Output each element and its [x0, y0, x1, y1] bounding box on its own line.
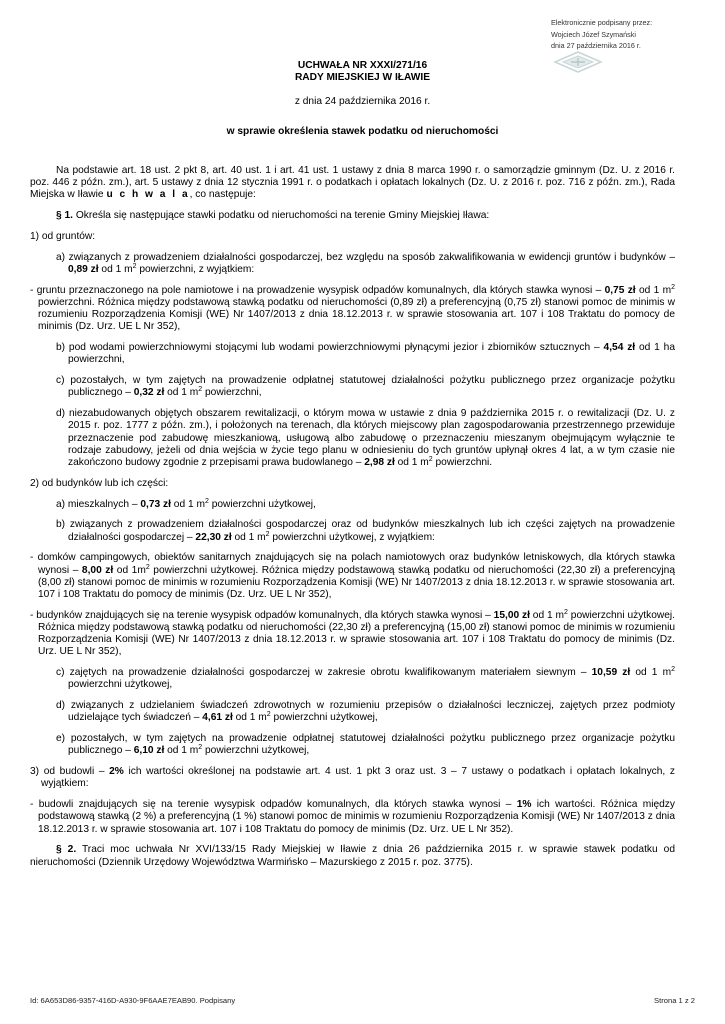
item-3-exception: - budowli znajdujących się na terenie wysypisk odpadów komunalnych, dla których stawka wynosi – 1% ich wartości. Różnica między podstawową stawką (2 %) a preferencyjną (1 %) stanowi pomoc de minimis w rozumieniu Rozporządzenia Komisji (WE) Nr 1407/2013 z dnia 18.12.2013 r. w sprawie stosowania art. 107 i 108 Traktatu do pomocy de minimis (Dz. Urz. UE L Nr 352). — [30, 799, 675, 835]
item-1b: b) pod wodami powierzchniowymi stojącymi lub wodami powierzchniowymi płynącymi jezior i zbiorników sztucznych – 4,54 zł od 1 ha powierzchni, — [56, 342, 676, 366]
item-2d: d) związanych z udzielaniem świadczeń zdrowotnych w rozumieniu przepisów o działalności leczniczej, zajętych przez podmioty udzielające tych świadczeń – 4,61 zł od 1 $m^2$ powierzchni użytkowej, — [56, 700, 675, 724]
item-3: 3) od budowli – 2% ich wartości określonej na podstawie art. 4 ust. 1 pkt 3 oraz ust. 3 – 7 ustawy o podatkach i opłatach lokalnych, z wyjątkiem: — [30, 766, 675, 790]
item-1c: c) pozostałych, w tym zajętych na prowadzenie odpłatnej statutowej działalności pożytku publicznego przez organizacje pożytku publicznego – 0,32 zł od 1 $m^2$ powierzchni, — [56, 375, 675, 399]
item-1-exception: - gruntu przeznaczonego na pole namiotowe i na prowadzenie wysypisk odpadów komunalnych, dla których stawka wynosi – 0,75 zł od 1 $m^2$ powierzchni. Różnica między podstawową stawką podatku od nieruchomości (0,89 zł) a preferencyjną (0,75 zł) stanowi pomoc de minimis w rozumieniu Rozporządzenia Komisji (WE) Nr 1407/2013 z dnia 18.12.2013 r. w sprawie stosowania art. 107 i 108 Traktatu do pomocy de minimis (Dz. Urz. UE L Nr 352), — [30, 283, 675, 333]
document-subject: w sprawie określenia stawek podatku od nieruchomości — [226, 126, 499, 137]
footer-document-id: Id: 6A653D86-9357-416D-A930-9F6AAE7EAB90. Podpisany — [30, 996, 236, 1005]
document-subtitle: RADY MIEJSKIEJ W IŁAWIE — [294, 72, 431, 83]
preamble: Na podstawie art. 18 ust. 2 pkt 8, art. 40 ust. 1 i art. 41 ust. 1 ustawy z dnia 8 marca 1990 r. o samorządzie gminnym (Dz. U. z 2016 r. poz. 446 z późn. zm.), art. 5 ustawy z dnia 12 stycznia 1991 r. o podatkach i opłatach lokalnych (Dz. U. z 2016 r. poz. 716 z późn. zm.), Rada Miejska w Iławie u c h w a l a, co następuje: — [30, 165, 675, 201]
item-1d: d) niezabudowanych objętych obszarem rewitalizacji, o którym mowa w ustawie z dnia 9 października 2015 r. o rewitalizacji (Dz. U. z 2015 r. poz. 1777 z późn. zm.), i położonych na terenach, dla których miejscowy plan zagospodarowania przestrzennego przewiduje przeznaczenie pod zabudowę mieszkaniową, usługową albo zabudowę o przeznaczeniu mieszanym obejmującym wyłącznie te rodzaje zabudowy, jeżeli od dnia wejścia w życie tego planu w odniesieniu do tych gruntów upłynął okres 4 lat, a w tym czasie nie zakończono budowy zgodnie z przepisami prawa budowlanego – 2,98 zł od 1 $m^2$ powierzchni. — [56, 408, 675, 469]
signature-line-1: Elektronicznie podpisany przez: — [551, 18, 653, 27]
item-2-exception-1: - domków campingowych, obiektów sanitarnych znajdujących się na polach namiotowych oraz budynków letniskowych, dla których stawka wynosi – 8,00 zł od $1m^2$ powierzchni użytkowej. Różnica między podstawową stawką podatku od nieruchomości (22,30 zł) a preferencyjną (8,00 zł) stanowi pomoc de minimis w rozumieniu Rozporządzenia Komisji (WE) Nr 1407/2013 z dnia 18.12.2013 r. w sprawie stosowania art. 107 i 108 Traktatu do pomocy de minimis (Dz. Urz. UE L Nr 352), — [30, 552, 675, 601]
document-date: z dnia 24 października 2016 r. — [294, 96, 431, 107]
footer-page-number: Strona 1 z 2 — [654, 996, 695, 1005]
item-2e: e) pozostałych, w tym zajętych na prowadzenie odpłatnej statutowej działalności pożytku publicznego przez organizacje pożytku publicznego – 6,10 zł od 1 $m^2$ powierzchni użytkowej, — [56, 733, 675, 757]
item-2-heading: 2) od budynków lub ich części: — [30, 477, 169, 489]
item-2c: c) zajętych na prowadzenie działalności gospodarczej w zakresie obrotu kwalifikowanym materiałem siewnym – 10,59 zł od 1 $m^2$ powierzchni użytkowej, — [56, 666, 675, 691]
section-1: § 1. Określa się następujące stawki podatku od nieruchomości na terenie Gminy Miejskiej Iława: — [56, 210, 490, 222]
signature-block — [551, 17, 652, 52]
signature-line-3: dnia 27 października 2016 r. — [551, 41, 641, 50]
document-body — [30, 165, 675, 877]
signature-line-2: Wojciech Józef Szymański — [551, 29, 636, 39]
item-2b: b) związanych z prowadzeniem działalności gospodarczej oraz od budynków mieszkalnych lub ich części zajętych na prowadzenie działalności gospodarczej – 22,30 zł od 1 $m^2$ powierzchni użytkowej, z wyjątkiem: — [56, 519, 675, 543]
item-2-exception-2: - budynków znajdujących się na terenie wysypisk odpadów komunalnych, dla których stawka wynosi – 15,00 zł od 1 $m^2$ powierzchni użytkowej. Różnica między podstawową stawką podatku od nieruchomości (22,30 zł) a preferencyjną (15,00 zł) stanowi pomoc de minimis w rozumieniu Rozporządzenia Komisji (WE) Nr 1407/2013 z dnia 18.12.2013 r. w sprawie stosowania art. 107 i 108 Traktatu do pomocy de minimis (Dz. Urz. UE L Nr 352), — [30, 608, 675, 658]
document-title: UCHWAŁA NR XXXI/271/16 — [297, 60, 428, 71]
item-1a: a) związanych z prowadzeniem działalności gospodarczej, bez względu na sposób zakwalifikowania w ewidencji gruntów i budynków – 0,89 zł od 1 $m^2$ powierzchni, z wyjątkiem: — [56, 251, 675, 275]
section-2: § 2. Traci moc uchwała Nr XVI/133/15 Rady Miejskiej w Iławie z dnia 26 października 2015 r. w sprawie stawek podatku od nieruchomości (Dziennik Urzędowy Województwa Warmińsko – Mazurskiego z 2015 r. poz. 3775). — [30, 844, 675, 868]
item-1-heading: 1) od gruntów: — [30, 231, 96, 242]
item-2a: a) mieszkalnych – 0,73 zł od 1 $m^2$ powierzchni użytkowej, — [56, 497, 316, 510]
